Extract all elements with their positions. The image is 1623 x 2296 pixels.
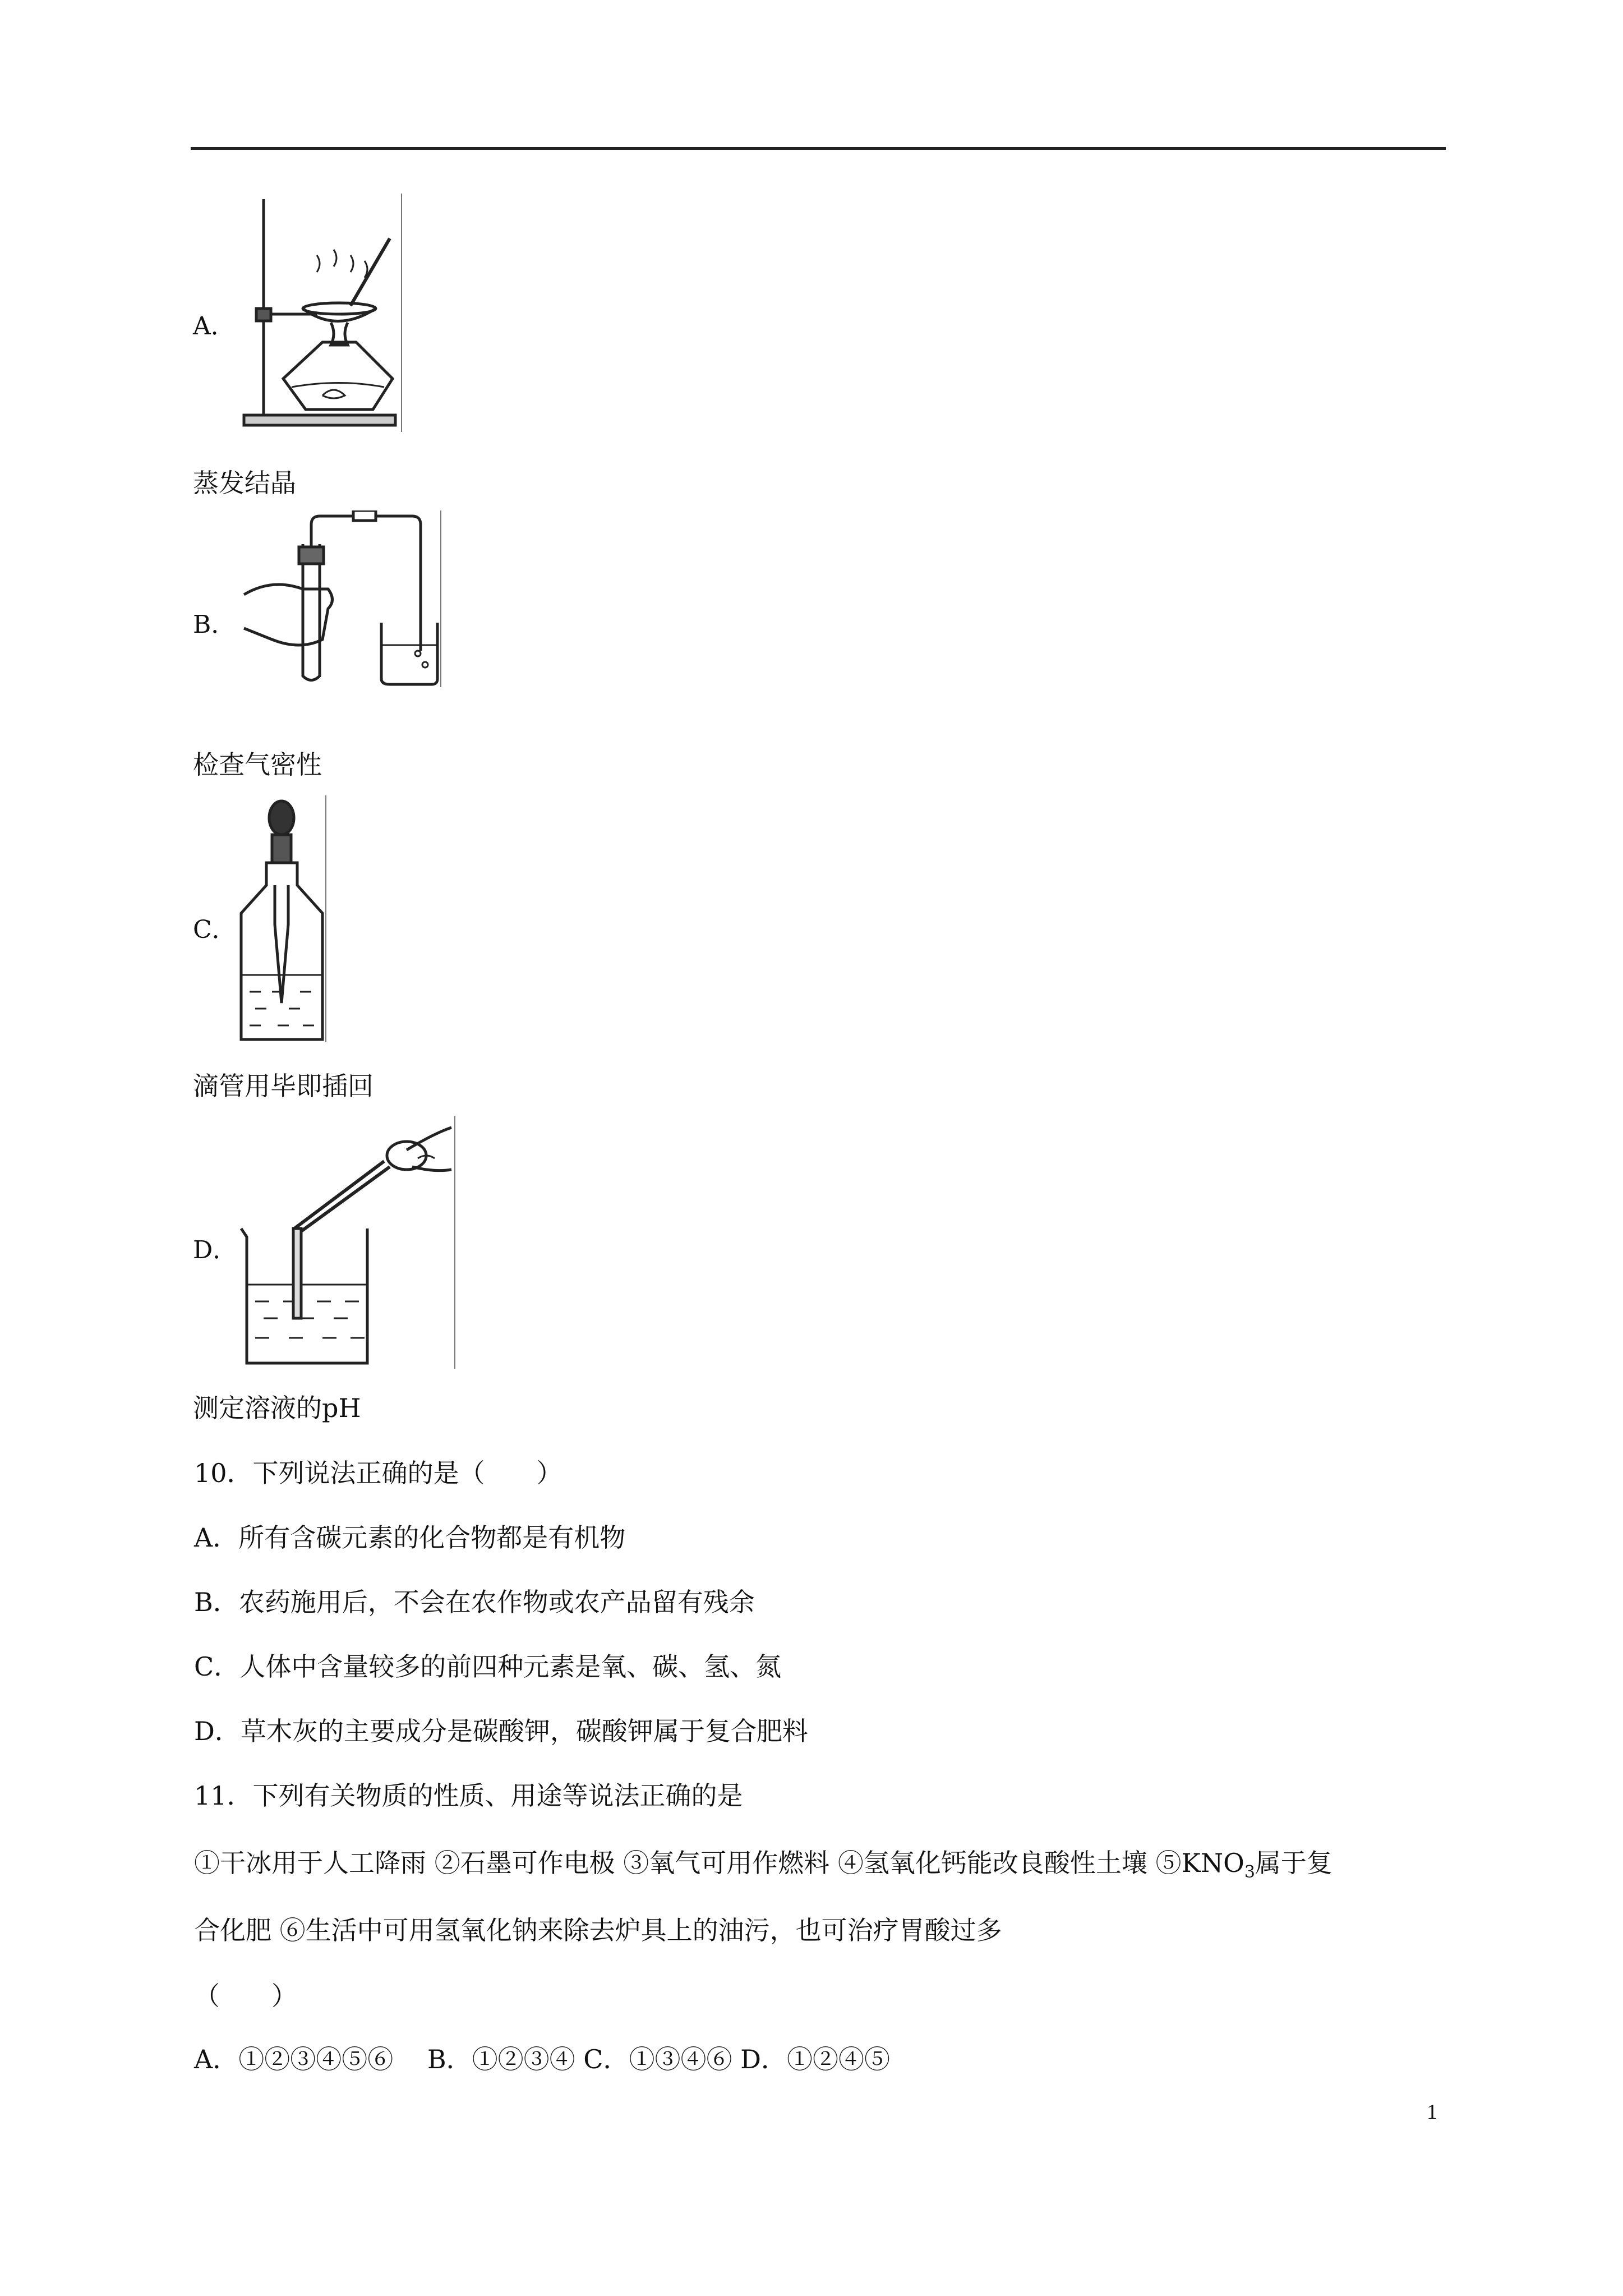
q11-answer-options: A．①②③④⑤⑥ B．①②③④ C．①③④⑥ D．①②④⑤ — [194, 2044, 890, 2074]
option-a-letter: A． — [193, 312, 236, 341]
option-d-letter: D． — [193, 1236, 238, 1264]
option-b-caption: 检查气密性 — [193, 749, 322, 780]
page-number: 1 — [1427, 2100, 1437, 2124]
option-b-letter: B． — [193, 610, 236, 639]
q10-option-b: B．农药施用后，不会在农作物或农产品留有残余 — [194, 1587, 755, 1617]
option-c-caption: 滴管用毕即插回 — [193, 1071, 374, 1101]
dropper-bottle-figure — [238, 795, 326, 1042]
q10-stem: 10．下列说法正确的是（ ） — [194, 1458, 562, 1488]
q11-stem: 11．下列有关物质的性质、用途等说法正确的是 — [194, 1780, 743, 1811]
q10-option-a: A．所有含碳元素的化合物都是有机物 — [194, 1522, 626, 1553]
q10-option-c: C．人体中含量较多的前四种元素是氧、碳、氢、氮 — [194, 1651, 782, 1682]
option-d-caption: 测定溶液的pH — [193, 1393, 361, 1423]
evaporation-apparatus-figure — [238, 194, 402, 432]
option-a-caption: 蒸发结晶 — [193, 468, 296, 498]
airtightness-check-figure — [238, 510, 441, 687]
header-rule — [191, 147, 1446, 150]
q10-option-d: D．草木灰的主要成分是碳酸钾，碳酸钾属于复合肥料 — [194, 1716, 808, 1746]
q11-statements-line2: 合化肥 ⑥生活中可用氢氧化钠来除去炉具上的油污，也可治疗胃酸过多 — [194, 1915, 1002, 1945]
q11-statements-line1: ①干冰用于人工降雨 ②石墨可作电极 ③氧气可用作燃料 ④氢氧化钙能改良酸性土壤 $⑤KNO_3$属于复 — [194, 1848, 1332, 1883]
ph-measurement-figure — [238, 1116, 455, 1369]
q11-answer-paren: （ ） — [194, 1981, 297, 2011]
option-c-letter: C． — [193, 915, 237, 944]
